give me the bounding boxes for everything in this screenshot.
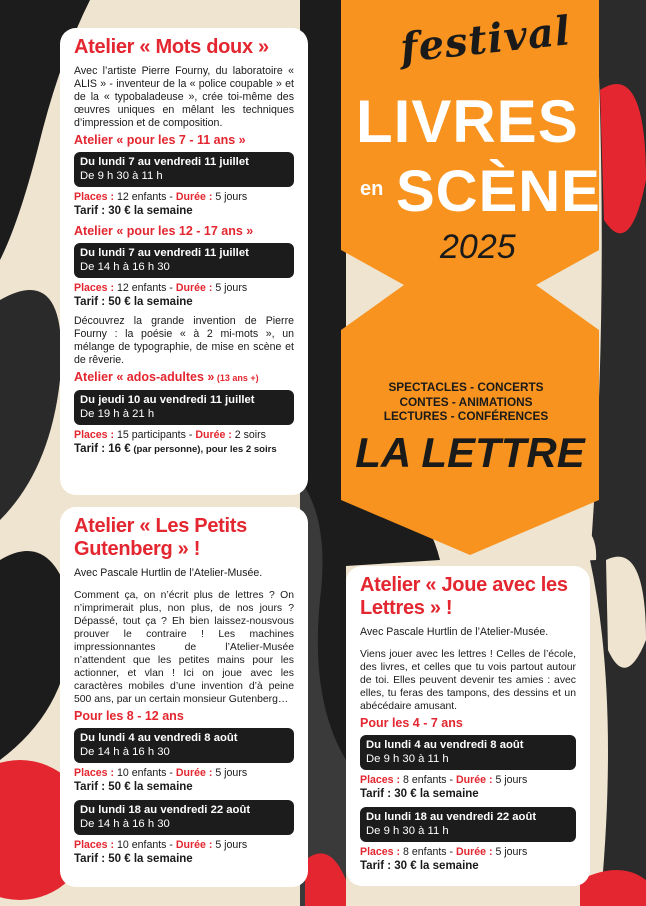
session-dates: Du lundi 7 au vendredi 11 juillet	[80, 156, 249, 168]
date-box	[74, 800, 294, 835]
places-value: 10 enfants -	[114, 839, 176, 851]
duree-value: 5 jours	[492, 774, 528, 786]
activities-line-3: LECTURES - CONFÉRENCES	[383, 409, 549, 423]
places-value: 12 enfants -	[114, 191, 176, 203]
session-dates: Du lundi 4 au vendredi 8 août	[80, 732, 238, 744]
session-heading-text: Atelier « ados-adultes »	[74, 370, 215, 384]
places-line	[360, 774, 576, 787]
places-label: Places :	[74, 429, 115, 441]
session-hours: De 14 h à 16 h 30	[80, 746, 170, 758]
card-body: Viens jouer avec les lettres ! Celles de l’école, des livres, et celles que tu vois partout autour de toi. Elles peuvent devenir tes amies : avec elles, tu feras des tampons, des dessins et un abécédaire amusant.	[360, 649, 576, 712]
activities-list	[362, 380, 570, 424]
session-dates: Du lundi 4 au vendredi 8 août	[366, 739, 524, 751]
places-line	[360, 846, 576, 859]
date-box	[74, 728, 294, 763]
tarif-main: Tarif : 16 €	[74, 443, 131, 455]
activities-line-2: CONTES - ANIMATIONS	[399, 394, 533, 409]
session-dates: Du lundi 18 au vendredi 22 août	[80, 804, 251, 816]
date-box	[74, 243, 294, 278]
places-label: Places :	[74, 282, 115, 294]
scene-word: SCÈNE	[396, 159, 601, 224]
places-value: 10 enfants -	[114, 767, 176, 779]
duree-label: Durée :	[195, 429, 232, 441]
places-label: Places :	[360, 846, 401, 858]
card-body: Comment ça, on n’écrit plus de lettres ? On n’imprimerait plus, non plus, de nos jours ? Dépassé, tout ça ? Eh bien laissez-nousvous prouver le contraire ! Les machines impressionnantes de l’Atelier-Musée n’attendent que les petites mains pour les actionner, et vlan ! Ici on joue avec les caractères mobiles d’une invention d’à peine 500 ans, par un certain monsieur Gutenberg…	[74, 590, 294, 705]
session-heading: Atelier « pour les 7 - 11 ans »	[74, 133, 246, 147]
duree-label: Durée :	[456, 846, 493, 858]
places-label: Places :	[74, 839, 115, 851]
places-line	[74, 767, 294, 780]
duree-value: 5 jours	[212, 767, 248, 779]
session-dates: Du lundi 7 au vendredi 11 juillet	[80, 247, 249, 259]
duree-label: Durée :	[175, 191, 213, 203]
en-word: en	[360, 178, 384, 200]
places-label: Places :	[74, 191, 115, 203]
tarif-line: Tarif : 50 € la semaine	[74, 296, 193, 308]
tarif-line: Tarif : 30 € la semaine	[360, 860, 479, 872]
card-gutenberg	[60, 507, 308, 887]
session-heading	[74, 370, 294, 386]
session-hours: De 9 h 30 à 11 h	[366, 753, 449, 765]
session-heading-note: (13 ans +)	[214, 373, 259, 383]
places-value: 8 enfants -	[400, 846, 457, 858]
session-hours: De 9 h 30 à 11 h	[366, 825, 449, 837]
duree-value: 5 jours	[492, 846, 528, 858]
tarif-line: Tarif : 30 € la semaine	[74, 205, 193, 217]
session-heading: Atelier « pour les 12 - 17 ans »	[74, 224, 254, 238]
session-hours: De 19 h à 21 h	[80, 408, 155, 420]
duree-label: Durée :	[175, 839, 213, 851]
duree-value: 2 soirs	[231, 429, 266, 441]
card-title: Atelier « Mots doux »	[74, 36, 269, 58]
places-line	[74, 191, 294, 204]
tarif-line: Tarif : 50 € la semaine	[74, 853, 193, 865]
discover-text: Découvrez la grande invention de Pierre Fourny : la poésie « à 2 mi-mots », un mélange de typographie, de mise en scène et de rêverie.	[74, 315, 294, 366]
duree-value: 5 jours	[212, 839, 248, 851]
age-heading: Pour les 4 - 7 ans	[360, 716, 463, 730]
activities-line-1: SPECTACLES - CONCERTS	[388, 380, 544, 394]
duree-value: 5 jours	[212, 282, 248, 294]
session-hours: De 14 h à 16 h 30	[80, 261, 170, 273]
card-intro: Avec Pascale Hurtlin de l’Atelier-Musée.	[360, 626, 549, 638]
duree-label: Durée :	[175, 767, 213, 779]
places-label: Places :	[360, 774, 401, 786]
duree-label: Durée :	[175, 282, 213, 294]
age-heading: Pour les 8 - 12 ans	[74, 709, 184, 723]
session-hours: De 14 h à 16 h 30	[80, 818, 170, 830]
festival-word: festival	[398, 7, 574, 72]
card-title: Atelier « Joue avec les Lettres » !	[360, 574, 568, 619]
session-dates: Du lundi 18 au vendredi 22 août	[366, 811, 537, 823]
places-label: Places :	[74, 767, 115, 779]
card-intro: Avec l’artiste Pierre Fourny, du laboratoire « ALIS » - inventeur de la « police coupable » et de la « typobaladeuse », crée toi-même des œuvres uniques en mêlant les techniques d’impression et de composition.	[74, 65, 294, 129]
places-value: 15 participants -	[114, 429, 196, 441]
places-line	[74, 282, 294, 295]
places-value: 8 enfants -	[400, 774, 457, 786]
date-box	[360, 735, 576, 770]
card-intro: Avec Pascale Hurtlin de l’Atelier-Musée.	[74, 567, 263, 579]
tarif-line: Tarif : 50 € la semaine	[74, 781, 193, 793]
places-line	[74, 429, 294, 442]
places-line	[74, 839, 294, 852]
livres-word: LIVRES	[356, 88, 579, 155]
la-lettre-title: LA LETTRE	[355, 429, 585, 476]
festival-year: 2025	[440, 228, 516, 266]
card-title: Atelier « Les Petits Gutenberg » !	[74, 515, 247, 560]
places-value: 12 enfants -	[114, 282, 176, 294]
duree-value: 5 jours	[212, 191, 248, 203]
tarif-line	[74, 442, 294, 457]
tarif-line: Tarif : 30 € la semaine	[360, 788, 479, 800]
session-dates: Du jeudi 10 au vendredi 11 juillet	[80, 394, 255, 406]
card-joue-lettres	[346, 566, 590, 886]
card-mots-doux	[60, 28, 308, 495]
date-box	[74, 390, 294, 425]
session-hours: De 9 h 30 à 11 h	[80, 170, 163, 182]
duree-label: Durée :	[456, 774, 493, 786]
date-box	[360, 807, 576, 842]
tarif-note: (par personne), pour les 2 soirs	[130, 444, 277, 455]
date-box	[74, 152, 294, 187]
